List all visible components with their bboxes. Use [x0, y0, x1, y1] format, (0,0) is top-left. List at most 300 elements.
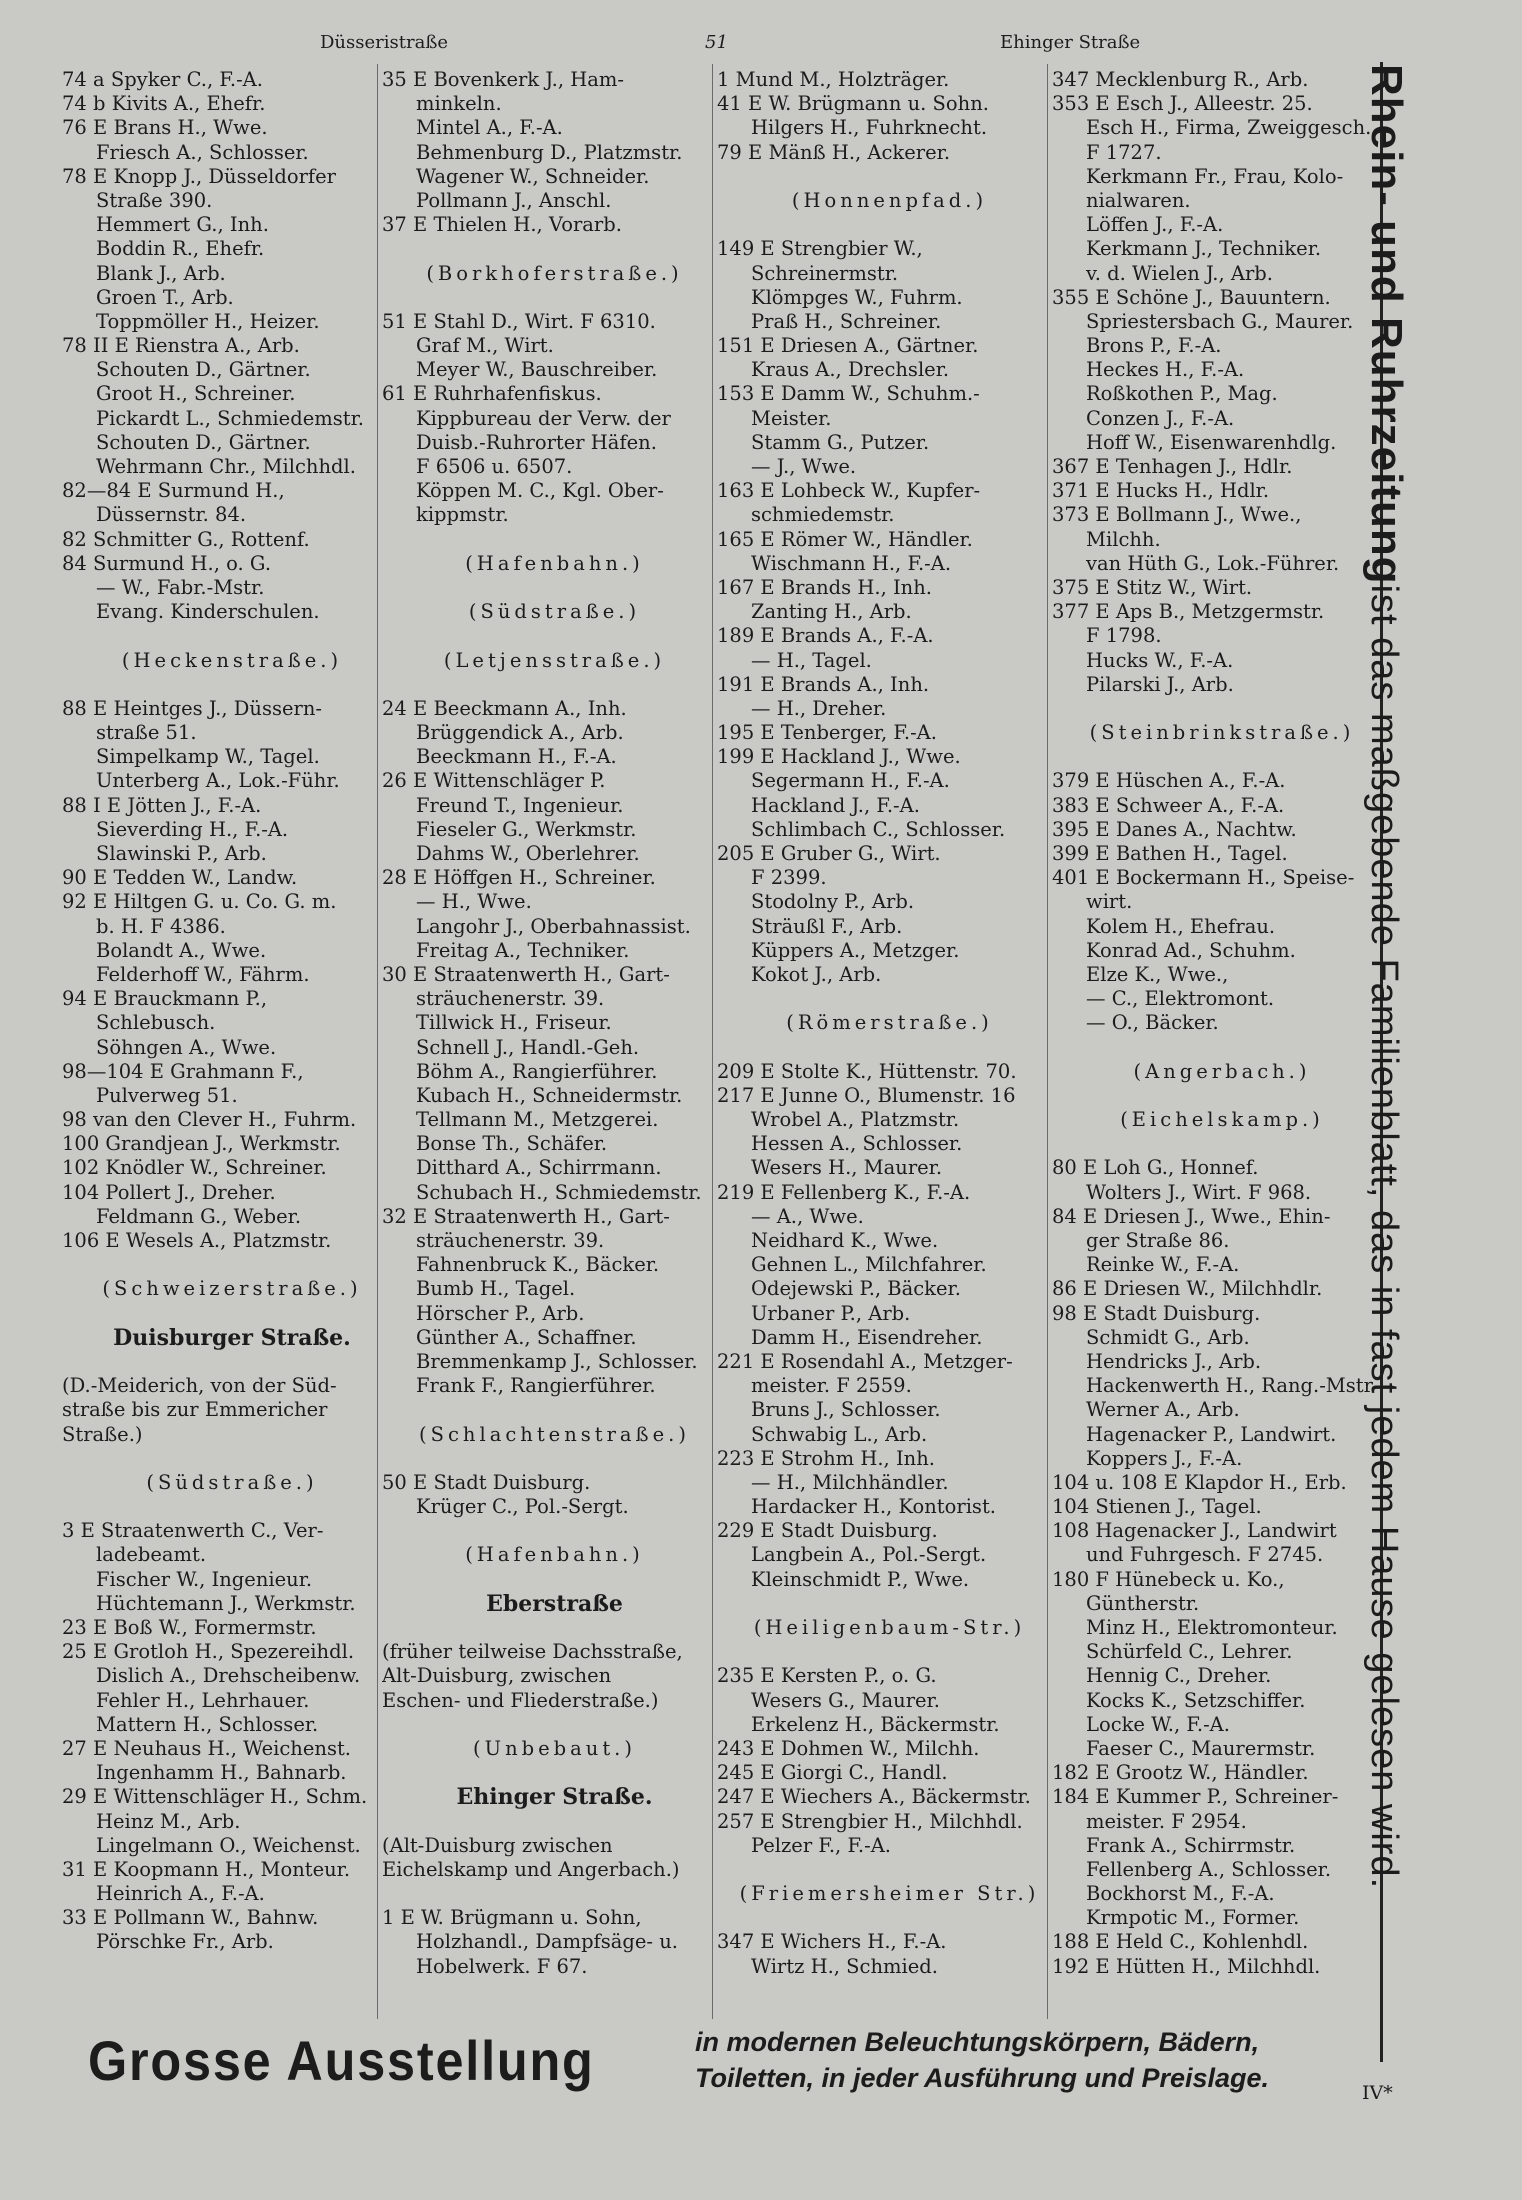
entry-line: Milchh. [1086, 527, 1161, 551]
entry-line: 76 E Brans H., Wwe. [62, 116, 268, 140]
entry-line: Pilarski J., Arb. [1086, 672, 1234, 696]
entry-line: Zanting H., Arb. [751, 600, 912, 624]
entry-line: Kolem H., Ehefrau. [1086, 914, 1276, 938]
entry-line: Tellmann M., Metzgerei. [416, 1108, 659, 1132]
entry-line: 98—104 E Grahmann F., [62, 1059, 304, 1083]
entry-line: Schouten D., Gärtner. [96, 430, 311, 454]
entry-line: 78 II E Rienstra A., Arb. [62, 334, 300, 358]
entry-line: 84 E Driesen J., Wwe., Ehin- [1052, 1204, 1331, 1228]
entry-line: (Heckenstraße.) [121, 648, 343, 672]
entry-line: Spriestersbach G., Maurer. [1086, 309, 1354, 333]
entry-line: 41 E W. Brügmann u. Sohn. [717, 92, 989, 116]
entry-line: (Hafenbahn.) [465, 1543, 644, 1567]
entry-line: Beeckmann H., F.-A. [416, 745, 617, 769]
entry-line: Dahms W., Oberlehrer. [416, 842, 640, 865]
entry-line: Brüggendick A., Arb. [416, 721, 624, 745]
entry-line: Locke W., F.-A. [1086, 1712, 1230, 1736]
entry-line: Bruns J., Schlosser. [751, 1398, 941, 1422]
entry-line: Kippbureau der Verw. der [416, 406, 671, 430]
entry-line [62, 673, 402, 697]
entry-line [717, 213, 1062, 237]
entry-line: Friesch A., Schlosser. [96, 140, 309, 164]
entry-line: Brons P., F.-A. [1086, 334, 1222, 358]
entry-line: 108 Hagenacker J., Landwirt [1052, 1519, 1337, 1543]
entry-line: Wehrmann Chr., Milchhdl. [96, 455, 356, 478]
entry-line: 180 F Hünebeck u. Ko., [1052, 1567, 1285, 1591]
entry-line: 104 u. 108 E Klapdor H., Erb. [1052, 1470, 1347, 1494]
sidebar-bold: Rhein- und Ruhrzeitung [1362, 64, 1411, 585]
entry-line: nialwaren. [1086, 188, 1191, 212]
entry-line: Conzen J., F.-A. [1086, 406, 1235, 430]
entry-line: Kubach H., Schneidermstr. [416, 1083, 683, 1107]
entry-line: Wirtz H., Schmied. [751, 1954, 938, 1978]
entry-line: — H., Milchhändler. [751, 1470, 949, 1494]
entry-line: ladebeamt. [96, 1543, 207, 1567]
entry-line: Heinz M., Arb. [96, 1809, 241, 1833]
entry-line: 205 E Gruber G., Wirt. [717, 842, 941, 865]
entry-line: Neidhard K., Wwe. [751, 1229, 939, 1252]
entry-line: Pulverweg 51. [96, 1083, 238, 1107]
entry-line: 401 E Bockermann H., Speise- [1052, 866, 1355, 890]
entry-line: Pickardt L., Schmiedemstr. [96, 406, 364, 430]
entry-line: sträuchenerstr. 39. [416, 1229, 605, 1252]
entry-line: Alt-Duisburg, zwischen [382, 1664, 612, 1688]
entry-line: Duisburger Straße. [113, 1325, 351, 1350]
entry-line: Pelzer F., F.-A. [751, 1833, 892, 1857]
entry-line: Söhngen A., Wwe. [96, 1035, 277, 1059]
entry-line: meister. F 2559. [751, 1374, 912, 1398]
entry-line: Reinke W., F.-A. [1086, 1253, 1240, 1277]
entry-line: Schwabig L., Arb. [751, 1422, 928, 1446]
entry-line [382, 1398, 727, 1422]
entry-line [1052, 1132, 1392, 1156]
entry-line: Lingelmann O., Weichenst. [96, 1833, 361, 1857]
column-2 [382, 68, 727, 1979]
entry-line: Eberstraße [486, 1591, 623, 1616]
entry-line [62, 624, 402, 648]
entry-line: Boddin R., Ehefr. [96, 237, 265, 261]
entry-line: 102 Knödler W., Schreiner. [62, 1156, 327, 1180]
entry-line: Groen T., Arb. [96, 285, 234, 309]
entry-line: Hoff W., Eisenwarenhdlg. [1086, 430, 1337, 454]
entry-line [1052, 745, 1392, 769]
entry-line: 367 E Tenhagen J., Hdlr. [1052, 455, 1293, 478]
advert-subtext [695, 2024, 1269, 2096]
entry-line: und Fuhrgesch. F 2745. [1086, 1543, 1324, 1567]
entry-line: 3 E Straatenwerth C., Ver- [62, 1519, 324, 1543]
entry-line: 90 E Tedden W., Landw. [62, 866, 298, 890]
entry-line: Sieverding H., F.-A. [96, 817, 289, 841]
entry-line: F 1798. [1086, 624, 1162, 648]
entry-line: 188 E Held C., Kohlenhdl. [1052, 1930, 1309, 1954]
entry-line: Kerkmann Fr., Frau, Kolo- [1086, 164, 1344, 188]
entry-line: 167 E Brands H., Inh. [717, 575, 932, 599]
entry-line: (Römerstraße.) [786, 1011, 993, 1035]
entry-line: 35 E Bovenkerk J., Ham- [382, 68, 624, 91]
entry-line: 247 E Wiechers A., Bäckermstr. [717, 1785, 1031, 1809]
entry-line: Meister. [751, 406, 832, 430]
entry-line: Fahnenbruck K., Bäcker. [416, 1253, 660, 1277]
entry-line: 243 E Dohmen W., Milchh. [717, 1736, 980, 1760]
entry-line: 149 E Strengbier W., [717, 237, 923, 261]
entry-line [382, 1568, 727, 1592]
entry-line: Krmpotic M., Former. [1086, 1906, 1300, 1930]
entry-line: Werner A., Arb. [1086, 1398, 1240, 1422]
entry-line [62, 1350, 402, 1374]
entry-line: 29 E Wittenschläger H., Schm. [62, 1785, 368, 1809]
entry-line: Erkelenz H., Bäckermstr. [751, 1712, 1000, 1736]
advert-headline: Grosse Ausstellung [88, 2029, 595, 2092]
advert-line-1: in modernen Beleuchtungskörpern, Bädern, [695, 2027, 1260, 2057]
entry-line [382, 1447, 727, 1471]
entry-line: 347 E Wichers H., F.-A. [717, 1930, 947, 1954]
entry-line: 50 E Stadt Duisburg. [382, 1470, 591, 1494]
column-4 [1052, 68, 1392, 1979]
header-left: Düsseristraße [320, 32, 448, 53]
entry-line: Graf M., Wirt. [416, 334, 554, 358]
entry-line: 245 E Giorgi C., Handl. [717, 1761, 948, 1785]
entry-line: Pörschke Fr., Arb. [96, 1930, 274, 1954]
entry-line: 151 E Driesen A., Gärtner. [717, 334, 979, 358]
entry-line: (Angerbach.) [1133, 1059, 1311, 1083]
entry-line: Mintel A., F.-A. [416, 116, 563, 140]
entry-line: Hilgers H., Fuhrknecht. [751, 116, 988, 140]
entry-line: 31 E Koopmann H., Monteur. [62, 1857, 351, 1881]
entry-line [1052, 1036, 1392, 1060]
entry-line: Hüchtemann J., Werkmstr. [96, 1591, 356, 1615]
entry-line: 79 E Mänß H., Ackerer. [717, 140, 951, 164]
entry-line: 153 E Damm W., Schuhm.- [717, 382, 980, 406]
entry-line [382, 1761, 727, 1785]
entry-line: Pollmann J., Anschl. [416, 188, 612, 212]
entry-line: 1 Mund M., Holzträger. [717, 68, 950, 91]
entry-line [717, 1640, 1062, 1664]
entry-line [382, 673, 727, 697]
entry-line: 25 E Grotloh H., Spezereihdl. [62, 1640, 355, 1664]
entry-line [62, 1253, 402, 1277]
entry-line: Sträußl F., Arb. [751, 914, 903, 938]
entry-line: Damm H., Eisendreher. [751, 1325, 983, 1349]
entry-line: Wischmann H., F.-A. [751, 551, 952, 575]
entry-line: 209 E Stolte K., Hüttenstr. 70. [717, 1059, 1017, 1083]
entry-line: (Borkhoferstraße.) [426, 261, 683, 285]
entry-line: Freund T., Ingenieur. [416, 793, 624, 817]
entry-line [717, 1592, 1062, 1616]
entry-line: Odejewski P., Bäcker. [751, 1277, 961, 1301]
entry-line: Hagenacker P., Landwirt. [1086, 1422, 1337, 1446]
entry-line: 189 E Brands A., F.-A. [717, 624, 934, 648]
entry-line: Schmidt G., Arb. [1086, 1325, 1250, 1349]
entry-line [717, 987, 1062, 1011]
entry-line: Holzhandl., Dampfsäge- u. [416, 1930, 678, 1954]
entry-line: Bonse Th., Schäfer. [416, 1132, 608, 1156]
entry-line: straße bis zur Emmericher [62, 1398, 328, 1422]
entry-line: 184 E Kummer P., Schreiner- [1052, 1785, 1339, 1809]
entry-line: 221 E Rosendahl A., Metzger- [717, 1349, 1013, 1373]
entry-line: 78 E Knopp J., Düsseldorfer [62, 164, 336, 188]
entry-line: Wesers G., Maurer. [751, 1688, 940, 1712]
entry-line: 80 E Loh G., Honnef. [1052, 1156, 1259, 1180]
entry-line: Schubach H., Schmiedemstr. [416, 1180, 702, 1204]
entry-line: (Eichelskamp.) [1120, 1108, 1324, 1132]
entry-line: 51 E Stahl D., Wirt. F 6310. [382, 309, 656, 333]
entry-line: (Honnenpfad.) [791, 188, 988, 212]
entry-line [717, 1036, 1062, 1060]
entry-line: Kocks K., Setzschiffer. [1086, 1688, 1306, 1712]
entry-line: F 1727. [1086, 140, 1162, 164]
entry-line: Tillwick H., Friseur. [416, 1011, 612, 1035]
entry-line: — O., Bäcker. [1086, 1011, 1219, 1035]
entry-line: Meyer W., Bauschreiber. [416, 358, 658, 382]
entry-line: Hobelwerk. F 67. [416, 1954, 588, 1978]
entry-line: Hörscher P., Arb. [416, 1301, 585, 1325]
entry-line [717, 1858, 1062, 1882]
entry-line [382, 286, 727, 310]
entry-line: 37 E Thielen H., Vorarb. [382, 213, 622, 237]
entry-line: minkeln. [416, 92, 502, 116]
entry-line: Wrobel A., Platzmstr. [751, 1108, 960, 1132]
entry-line: Löffen J., F.-A. [1086, 213, 1224, 237]
sidebar-advert [1361, 64, 1409, 2024]
entry-line: (Friemersheimer Str.) [739, 1882, 1040, 1906]
entry-line: wirt. [1086, 890, 1133, 914]
entry-line: — W., Fabr.-Mstr. [96, 575, 265, 599]
entry-line: Hackenwerth H., Rang.-Mstr [1086, 1374, 1373, 1398]
entry-line: 24 E Beeckmann A., Inh. [382, 696, 627, 720]
entry-line: Kleinschmidt P., Wwe. [751, 1567, 970, 1591]
entry-line: 84 Surmund H., o. G. [62, 551, 272, 575]
entry-line: 399 E Bathen H., Tagel. [1052, 842, 1288, 865]
entry-line: 27 E Neuhaus H., Weichenst. [62, 1736, 352, 1760]
entry-line: (Steinbrinkstraße.) [1089, 721, 1355, 745]
page-number: 51 [705, 32, 728, 53]
entry-line: 199 E Hackland J., Wwe. [717, 745, 961, 769]
entry-line: 33 E Pollmann W., Bahnw. [62, 1906, 319, 1930]
entry-line [382, 528, 727, 552]
entry-line [382, 624, 727, 648]
entry-line: 163 E Lohbeck W., Kupfer- [717, 479, 981, 503]
entry-line: 98 van den Clever H., Fuhrm. [62, 1108, 357, 1132]
entry-line [382, 1519, 727, 1543]
entry-line: 1 E W. Brügmann u. Sohn, [382, 1906, 642, 1930]
entry-line: Minz H., Elektromonteur. [1086, 1616, 1338, 1639]
entry-line: Güntherstr. [1086, 1591, 1200, 1615]
entry-line: 94 E Brauckmann P., [62, 987, 268, 1011]
entry-line: (Schweizerstraße.) [102, 1277, 362, 1301]
entry-line: Eichelskamp und Angerbach.) [382, 1857, 680, 1881]
entry-line: Ehinger Straße. [456, 1785, 653, 1810]
entry-line: kippmstr. [416, 503, 509, 527]
entry-line: Segermann H., F.-A. [751, 769, 950, 793]
entry-line: Stamm G., Putzer. [751, 430, 930, 454]
entry-line [382, 1713, 727, 1737]
entry-line: 219 E Fellenberg K., F.-A. [717, 1180, 971, 1204]
entry-line: 106 E Wesels A., Platzmstr. [62, 1229, 332, 1252]
entry-line: Krüger C., Pol.-Sergt. [416, 1495, 629, 1519]
entry-line [1052, 1084, 1392, 1108]
entry-line [382, 576, 727, 600]
entry-line: Kokot J., Arb. [751, 962, 882, 986]
entry-line: Freitag A., Techniker. [416, 938, 630, 962]
column-3 [717, 68, 1062, 1979]
entry-line: Hardacker H., Kontorist. [751, 1495, 996, 1519]
entry-line: Hackland J., F.-A. [751, 793, 920, 817]
entry-line: Köppen M. C., Kgl. Ober- [416, 479, 664, 503]
entry-line: 229 E Stadt Duisburg. [717, 1519, 938, 1543]
entry-line: Felderhoff W., Fährm. [96, 962, 310, 986]
entry-line: van Hüth G., Lok.-Führer. [1086, 551, 1340, 575]
entry-line: Unterberg A., Lok.-Führ. [96, 769, 340, 793]
entry-line: (Südstraße.) [146, 1470, 318, 1494]
entry-line: Hendricks J., Arb. [1086, 1349, 1262, 1373]
entry-line: 371 E Hucks H., Hdlr. [1052, 479, 1270, 503]
entry-line: Gehnen L., Milchfahrer. [751, 1253, 987, 1277]
entry-line: Langbein A., Pol.-Sergt. [751, 1543, 987, 1567]
entry-line: 375 E Stitz W., Wirt. [1052, 575, 1253, 599]
entry-line: 74 a Spyker C., F.-A. [62, 68, 263, 91]
entry-line: Wolters J., Wirt. F 968. [1086, 1180, 1312, 1204]
entry-line: 395 E Danes A., Nachtw. [1052, 817, 1297, 841]
entry-line: Eschen- und Fliederstraße.) [382, 1688, 659, 1712]
entry-line: 30 E Straatenwerth H., Gart- [382, 962, 670, 986]
entry-line: 104 Pollert J., Dreher. [62, 1180, 276, 1204]
entry-line: b. H. F 4386. [96, 914, 226, 938]
entry-line: 182 E Grootz W., Händler. [1052, 1761, 1309, 1785]
entry-line: 379 E Hüschen A., F.-A. [1052, 769, 1286, 793]
entry-line: Heckes H., F.-A. [1086, 358, 1245, 382]
entry-line: — H., Tagel. [751, 648, 872, 672]
entry-line: 61 E Ruhrhafenfiskus. [382, 382, 602, 406]
entry-line [1052, 697, 1392, 721]
entry-line [62, 1447, 402, 1471]
entry-line: Fellenberg A., Schlosser. [1086, 1857, 1332, 1881]
entry-line: Toppmöller H., Heizer. [96, 309, 320, 333]
entry-line: Wesers H., Maurer. [751, 1156, 943, 1180]
entry-line: Bumb H., Tagel. [416, 1277, 576, 1301]
entry-line: Schreinermstr. [751, 261, 899, 285]
entry-line: Günther A., Schaffner. [416, 1325, 637, 1349]
entry-line: schmiedemstr. [751, 503, 895, 527]
footer-mark: IV* [1362, 2082, 1393, 2104]
entry-line: Wagener W., Schneider. [416, 164, 650, 188]
entry-line: 32 E Straatenwerth H., Gart- [382, 1204, 670, 1228]
entry-line: (Alt-Duisburg zwischen [382, 1833, 613, 1857]
entry-line: Fieseler G., Werkmstr. [416, 817, 637, 841]
entry-line: 223 E Strohm H., Inh. [717, 1446, 935, 1470]
entry-line: Bolandt A., Wwe. [96, 938, 267, 962]
entry-line: 191 E Brands A., Inh. [717, 672, 930, 696]
entry-line: Dislich A., Drehscheibenw. [96, 1664, 361, 1688]
entry-line: — C., Elektromont. [1086, 987, 1275, 1011]
entry-line: 26 E Wittenschläger P. [382, 769, 606, 793]
entry-line: Fehler H., Lehrhauer. [96, 1688, 310, 1712]
entry-line: Hennig C., Dreher. [1086, 1664, 1272, 1688]
entry-line [382, 1810, 727, 1834]
entry-line: Konrad Ad., Schuhm. [1086, 938, 1296, 962]
entry-line [382, 1882, 727, 1906]
entry-line: 74 b Kivits A., Ehefr. [62, 92, 266, 116]
column-1 [62, 68, 402, 1955]
entry-line: Böhm A., Rangierführer. [416, 1059, 658, 1083]
entry-line [62, 1302, 402, 1326]
entry-line: ger Straße 86. [1086, 1229, 1230, 1252]
entry-line: Langohr J., Oberbahnassist. [416, 914, 691, 938]
entry-line: 192 E Hütten H., Milchhdl. [1052, 1954, 1321, 1978]
entry-line: Koppers J., F.-A. [1086, 1446, 1243, 1470]
entry-line: (Hafenbahn.) [465, 551, 644, 575]
entry-line: Simpelkamp W., Tagel. [96, 745, 320, 769]
entry-line: (D.-Meiderich, von der Süd- [62, 1374, 337, 1398]
entry-line: Schouten D., Gärtner. [96, 358, 311, 382]
entry-line: Roßkothen P., Mag. [1086, 382, 1278, 406]
entry-line: 104 Stienen J., Tagel. [1052, 1495, 1262, 1519]
entry-line: Duisb.-Ruhrorter Häfen. [416, 430, 657, 454]
entry-line: 88 E Heintges J., Düssern- [62, 696, 322, 720]
entry-line: Hemmert G., Inh. [96, 213, 269, 237]
entry-line: 23 E Boß W., Formermstr. [62, 1616, 317, 1639]
entry-line: Klömpges W., Fuhrm. [751, 285, 963, 309]
entry-line: 100 Grandjean J., Werkmstr. [62, 1132, 341, 1156]
entry-line: Esch H., Firma, Zweiggesch. [1086, 116, 1372, 140]
entry-line: 82—84 E Surmund H., [62, 479, 285, 503]
entry-line: Elze K., Wwe., [1086, 962, 1229, 986]
entry-line: (Unbebaut.) [473, 1736, 636, 1760]
entry-line: Küppers A., Metzger. [751, 938, 960, 962]
entry-line: 86 E Driesen W., Milchhdlr. [1052, 1277, 1323, 1301]
entry-line: — A., Wwe. [751, 1204, 864, 1228]
entry-line: Bremmenkamp J., Schlosser. [416, 1349, 698, 1373]
entry-line: sträuchenerstr. 39. [416, 987, 605, 1011]
entry-line: Blank J., Arb. [96, 261, 226, 285]
entry-line: Ingenhamm H., Bahnarb. [96, 1761, 347, 1785]
entry-line: Praß H., Schreiner. [751, 309, 942, 333]
entry-line: F 2399. [751, 866, 827, 890]
entry-line: Kraus A., Drechsler. [751, 358, 950, 382]
header-right: Ehinger Straße [1000, 32, 1141, 53]
entry-line: 82 Schmitter G., Rottenf. [62, 527, 310, 551]
entry-line: 377 E Aps B., Metzgermstr. [1052, 600, 1325, 624]
entry-line: (früher teilweise Dachsstraße, [382, 1640, 683, 1664]
entry-line: 235 E Kersten P., o. G. [717, 1664, 937, 1688]
entry-line: 355 E Schöne J., Bauuntern. [1052, 285, 1331, 309]
entry-line: Hessen A., Schlosser. [751, 1132, 963, 1156]
advert-line-2: Toiletten, in jeder Ausführung und Preislage. [695, 2063, 1270, 2093]
entry-line [382, 237, 727, 261]
entry-line: Frank A., Schirrmstr. [1086, 1833, 1296, 1857]
entry-line: Straße 390. [96, 188, 213, 212]
entry-line: — J., Wwe. [751, 455, 857, 478]
entry-line: Evang. Kinderschulen. [96, 600, 320, 624]
entry-line: meister. F 2954. [1086, 1809, 1247, 1833]
entry-line: (Letjensstraße.) [443, 648, 666, 672]
entry-line: 28 E Höffgen H., Schreiner. [382, 866, 656, 890]
entry-line: Behmenburg D., Platzmstr. [416, 140, 683, 164]
bottom-advert [88, 2018, 1408, 2098]
entry-line: 88 I E Jötten J., F.-A. [62, 793, 262, 817]
entry-line: Straße.) [62, 1422, 143, 1446]
entry-line: Bockhorst M., F.-A. [1086, 1882, 1275, 1906]
entry-line: straße 51. [96, 721, 197, 745]
entry-line: 217 E Junne O., Blumenstr. 16 [717, 1083, 1016, 1107]
entry-line: Heinrich A., F.-A. [96, 1882, 265, 1906]
entry-line: 195 E Tenberger, F.-A. [717, 721, 937, 745]
entry-line: 257 E Strengbier H., Milchhdl. [717, 1809, 1023, 1833]
entry-line: (Schlachtenstraße.) [419, 1422, 690, 1446]
entry-line: Feldmann G., Weber. [96, 1204, 302, 1228]
entry-line: 92 E Hiltgen G. u. Co. G. m. [62, 890, 337, 914]
entry-line: 373 E Bollmann J., Wwe., [1052, 503, 1302, 527]
entry-line [717, 1906, 1062, 1930]
